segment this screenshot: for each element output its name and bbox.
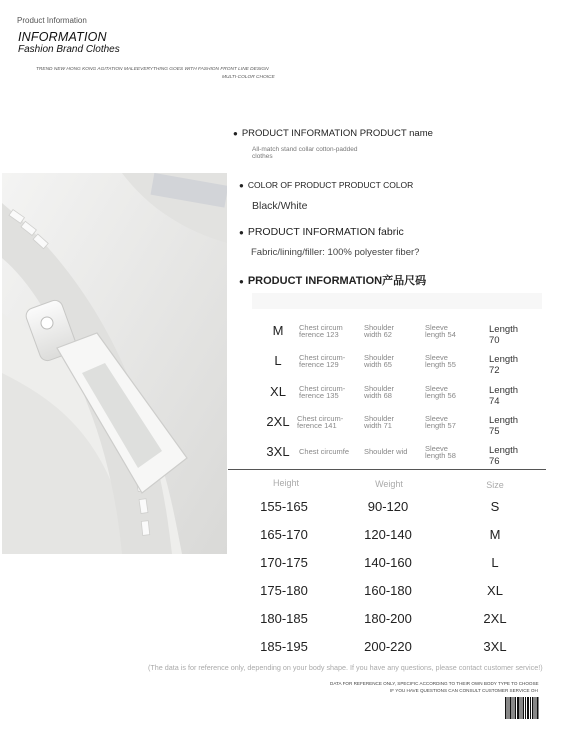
size-label: L <box>274 353 282 368</box>
bullet-icon: ● <box>239 228 244 237</box>
sleeve-value: Sleeve length 54 <box>425 323 456 339</box>
sleeve-value: Sleeve length 56 <box>425 384 456 400</box>
barcode-icon <box>505 697 539 719</box>
header-tagline-2: MULTI-COLOR CHOICE <box>222 75 275 80</box>
size-cell: M <box>489 527 501 542</box>
height-header: Height <box>272 478 299 488</box>
color-value: Black/White <box>252 200 308 212</box>
weight-cell: 120-140 <box>364 527 412 542</box>
zipper-illustration <box>2 173 227 554</box>
size-label: M <box>272 323 284 338</box>
weight-cell: 160-180 <box>364 583 412 598</box>
fabric-heading <box>239 226 404 238</box>
bullet-icon: ● <box>233 129 238 138</box>
bullet-icon: ● <box>239 181 244 190</box>
height-cell: 175-180 <box>260 583 308 598</box>
fabric-heading-text: PRODUCT INFORMATION fabric <box>247 226 404 238</box>
name-value: All-match stand collar cotton-padded clothes <box>252 146 358 160</box>
shoulder-value: Shoulder width 68 <box>364 384 395 400</box>
size-label: XL <box>270 384 286 399</box>
length-value: Length 72 <box>489 354 519 376</box>
header-tagline: TREND NEW HONG KONG AGITATION MALEEVERYTHING GOES WITH FASHION FRONT LINE DESIGN <box>36 67 269 72</box>
product-photo <box>2 173 227 554</box>
size-heading-text: PRODUCT INFORMATION产品尺码 <box>247 275 427 287</box>
size-cell: S <box>490 499 500 514</box>
length-value: Length 75 <box>489 415 519 437</box>
size-header: Size <box>486 480 504 490</box>
size-cell: XL <box>487 583 503 598</box>
height-cell: 170-175 <box>260 555 308 570</box>
sleeve-value: Sleeve length 58 <box>425 444 456 460</box>
shoulder-value: Shoulder width 65 <box>364 353 395 369</box>
length-value: Length 74 <box>489 385 519 407</box>
chest-value: Chest circumfe <box>299 447 350 456</box>
weight-cell: 180-200 <box>364 611 412 626</box>
weight-cell: 90-120 <box>367 499 409 514</box>
sleeve-value: Sleeve length 57 <box>425 414 456 430</box>
color-heading-text: COLOR OF PRODUCT PRODUCT COLOR <box>247 180 414 190</box>
chest-value: Chest circum- ference 141 <box>297 414 344 430</box>
size-label: 2XL <box>266 414 290 429</box>
header-subtitle: Fashion Brand Clothes <box>18 44 120 55</box>
fabric-value: Fabric/lining/filler: 100% polyester fiber? <box>251 247 420 258</box>
name-heading <box>233 128 433 139</box>
chest-value: Chest circum- ference 129 <box>299 353 346 369</box>
divider <box>228 469 546 470</box>
length-value: Length 70 <box>489 324 519 346</box>
header-small-label: Product Information <box>17 16 87 25</box>
chest-value: Chest circum ference 123 <box>299 323 343 339</box>
height-cell: 185-195 <box>260 639 308 654</box>
bullet-icon: ● <box>239 277 244 286</box>
header-title: INFORMATION <box>18 30 107 44</box>
color-heading <box>239 180 413 190</box>
height-cell: 155-165 <box>260 499 308 514</box>
size-label: 3XL <box>266 444 290 459</box>
height-cell: 165-170 <box>260 527 308 542</box>
size-heading <box>239 272 426 288</box>
size-cell: 3XL <box>483 639 507 654</box>
weight-cell: 200-220 <box>364 639 412 654</box>
weight-header: Weight <box>375 479 403 489</box>
disclaimer-note: (The data is for reference only, depending on your body shape. If you have any questions, please contact customer service!) <box>148 663 543 672</box>
weight-cell: 140-160 <box>364 555 412 570</box>
shoulder-value: Shoulder width 71 <box>364 414 395 430</box>
chest-value: Chest circum- ference 135 <box>299 384 346 400</box>
shoulder-value: Shoulder width 62 <box>364 323 395 339</box>
fine-print-1: DATA FOR REFERENCE ONLY, SPECIFIC ACCORDING TO THEIR OWN BODY TYPE TO CHOOSE <box>330 681 539 686</box>
size-cell: L <box>491 555 499 570</box>
name-heading-text: PRODUCT INFORMATION PRODUCT name <box>241 128 433 139</box>
fine-print-2: IF YOU HAVE QUESTIONS CAN CONSULT CUSTOMER SERVICE OH <box>390 688 538 693</box>
length-value: Length 76 <box>489 445 519 467</box>
size-table-header-band <box>252 293 542 309</box>
height-cell: 180-185 <box>260 611 308 626</box>
shoulder-value: Shoulder wid <box>364 447 408 456</box>
sleeve-value: Sleeve length 55 <box>425 353 456 369</box>
size-cell: 2XL <box>483 611 507 626</box>
